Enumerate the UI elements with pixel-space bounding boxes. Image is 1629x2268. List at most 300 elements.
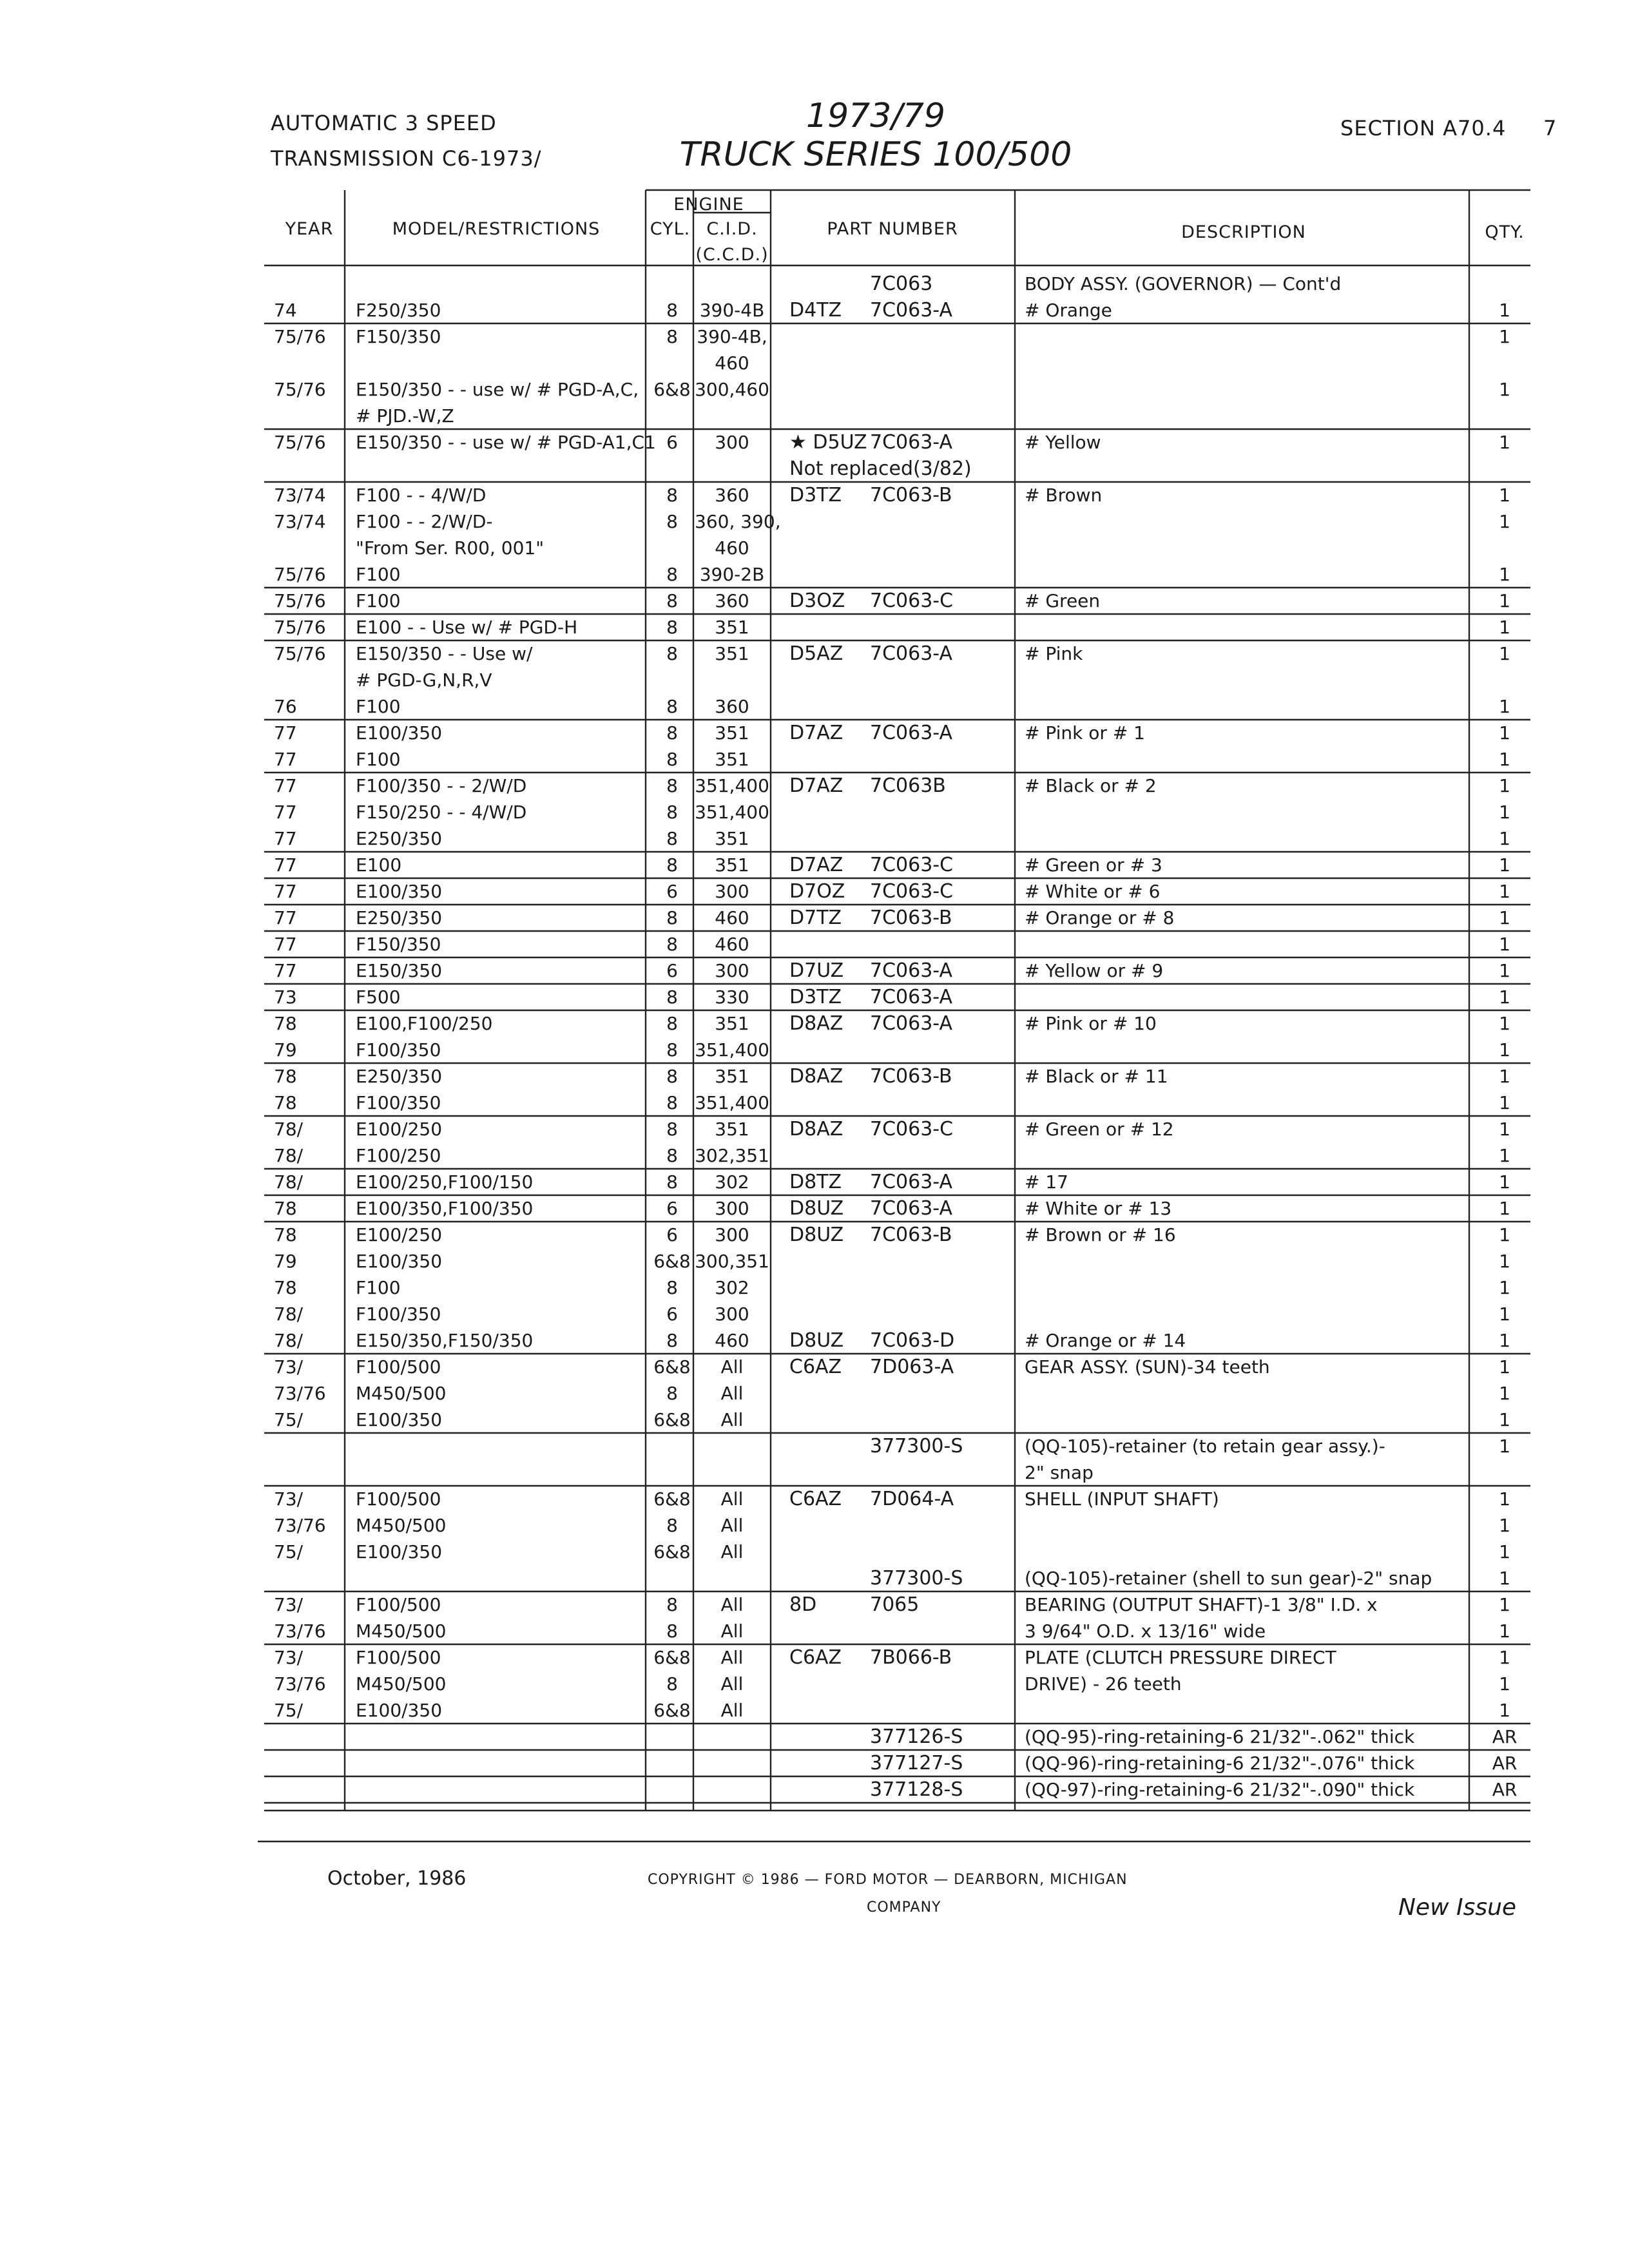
cell-qty: 1 bbox=[1499, 564, 1510, 585]
column-header-year: YEAR bbox=[285, 219, 334, 239]
cell-cid: 360 bbox=[715, 590, 749, 611]
cell-cid: 351 bbox=[715, 749, 749, 770]
cell-model: F100 bbox=[356, 696, 401, 717]
cell-year: 73/74 bbox=[274, 511, 326, 532]
cell-cid: 300 bbox=[715, 1198, 749, 1219]
column-header-model: MODEL/RESTRICTIONS bbox=[392, 219, 601, 239]
cell-year: 75/76 bbox=[274, 617, 326, 638]
cell-cid: 330 bbox=[715, 986, 749, 1008]
cell-cyl: 6&8 bbox=[653, 1541, 691, 1562]
header-left-line1: AUTOMATIC 3 SPEED bbox=[271, 111, 497, 135]
cell-year: 78/ bbox=[274, 1119, 304, 1140]
cell-year: 75/76 bbox=[274, 326, 326, 347]
cell-cid: 302,351 bbox=[695, 1145, 769, 1166]
cell-model: F100/500 bbox=[356, 1594, 441, 1615]
cell-pre: D8UZ bbox=[789, 1329, 844, 1352]
cell-cyl: 8 bbox=[666, 907, 678, 928]
cell-qty: 1 bbox=[1499, 1436, 1510, 1457]
cell-qty: 1 bbox=[1499, 617, 1510, 638]
cell-qty: 1 bbox=[1499, 1356, 1510, 1378]
cell-year: 75/76 bbox=[274, 379, 326, 400]
cell-cid: All bbox=[720, 1700, 744, 1721]
cell-cyl: 8 bbox=[666, 300, 678, 321]
section-label: SECTION A70.4 bbox=[1340, 116, 1507, 140]
cell-model: F100 - - 2/W/D- bbox=[356, 511, 493, 532]
cell-qty: 1 bbox=[1499, 1330, 1510, 1351]
cell-num: 7C063-B bbox=[870, 1224, 952, 1246]
cell-desc: (QQ-95)-ring-retaining-6 21/32"-.062" thick bbox=[1025, 1726, 1415, 1747]
cell-desc: 2" snap bbox=[1025, 1462, 1094, 1483]
cell-cid: 351 bbox=[715, 722, 749, 744]
cell-model: # PJD.-W,Z bbox=[356, 405, 454, 427]
cell-year: 76 bbox=[274, 696, 297, 717]
cell-desc: # Yellow bbox=[1025, 432, 1101, 453]
cell-model: E100/250 bbox=[356, 1119, 443, 1140]
cell-model: M450/500 bbox=[356, 1620, 447, 1642]
cell-num: 7B066-B bbox=[870, 1646, 952, 1669]
cell-year: 79 bbox=[274, 1251, 297, 1272]
cell-cid: 351,400 bbox=[695, 775, 769, 796]
cell-year: 75/76 bbox=[274, 590, 326, 611]
cell-cid: All bbox=[720, 1620, 744, 1642]
cell-cid: 351,400 bbox=[695, 1092, 769, 1113]
cell-model: # PGD-G,N,R,V bbox=[356, 669, 492, 691]
cell-cyl: 8 bbox=[666, 1013, 678, 1034]
cell-model: E100/250,F100/150 bbox=[356, 1171, 534, 1193]
cell-qty: AR bbox=[1492, 1753, 1518, 1774]
cell-cid: 351 bbox=[715, 854, 749, 876]
cell-qty: 1 bbox=[1499, 1224, 1510, 1245]
cell-cyl: 8 bbox=[666, 1515, 678, 1536]
cell-year: 78/ bbox=[274, 1303, 304, 1325]
cell-cid: All bbox=[720, 1515, 744, 1536]
cell-model: "From Ser. R00, 001" bbox=[356, 537, 545, 559]
cell-model: F100/350 - - 2/W/D bbox=[356, 775, 527, 796]
cell-desc: # Green or # 12 bbox=[1025, 1119, 1174, 1140]
cell-qty: 1 bbox=[1499, 854, 1510, 876]
cell-cyl: 6 bbox=[666, 432, 678, 453]
cell-num: 7C063-C bbox=[870, 590, 954, 612]
cell-desc: GEAR ASSY. (SUN)-34 teeth bbox=[1025, 1356, 1270, 1378]
column-header-cid: C.I.D. bbox=[706, 219, 758, 239]
cell-cyl: 8 bbox=[666, 1171, 678, 1193]
cell-num: 7C063B bbox=[870, 774, 946, 797]
cell-qty: 1 bbox=[1499, 986, 1510, 1008]
column-header-description: DESCRIPTION bbox=[1181, 222, 1306, 242]
cell-year: 75/76 bbox=[274, 643, 326, 664]
cell-desc: # Orange bbox=[1025, 300, 1112, 321]
cell-model: F100 - - 4/W/D bbox=[356, 485, 487, 506]
cell-desc: # White or # 6 bbox=[1025, 881, 1161, 902]
cell-cid: 360, 390, bbox=[695, 511, 781, 532]
column-header-qty: QTY. bbox=[1485, 222, 1525, 242]
cell-pre: D4TZ bbox=[789, 299, 842, 322]
cell-year: 77 bbox=[274, 854, 297, 876]
cell-qty: 1 bbox=[1499, 1039, 1510, 1061]
cell-model: F100/350 bbox=[356, 1303, 441, 1325]
cell-cid: 360 bbox=[715, 696, 749, 717]
cell-model: E100/250 bbox=[356, 1224, 443, 1245]
cell-cid: All bbox=[720, 1356, 744, 1378]
cell-qty: 1 bbox=[1499, 1568, 1510, 1589]
column-header-ccd: (C.C.D.) bbox=[695, 245, 769, 265]
cell-pre: D8AZ bbox=[789, 1118, 843, 1140]
cell-year: 79 bbox=[274, 1039, 297, 1061]
cell-year: 78 bbox=[274, 1198, 297, 1219]
cell-cyl: 8 bbox=[666, 1594, 678, 1615]
cell-cid: 351 bbox=[715, 1119, 749, 1140]
cell-desc: BEARING (OUTPUT SHAFT)-1 3/8" I.D. x bbox=[1025, 1594, 1378, 1615]
cell-qty: 1 bbox=[1499, 1066, 1510, 1087]
cell-pre: D8AZ bbox=[789, 1012, 843, 1035]
cell-cyl: 8 bbox=[666, 1620, 678, 1642]
cell-model: F150/350 bbox=[356, 934, 441, 955]
cell-cyl: 8 bbox=[666, 643, 678, 664]
cell-qty: 1 bbox=[1499, 1383, 1510, 1404]
cell-cyl: 6&8 bbox=[653, 1356, 691, 1378]
cell-model: F100 bbox=[356, 749, 401, 770]
cell-pre: Not replaced(3/82) bbox=[789, 457, 972, 480]
cell-cid: All bbox=[720, 1488, 744, 1510]
cell-cyl: 8 bbox=[666, 485, 678, 506]
cell-cid: 300 bbox=[715, 1224, 749, 1245]
cell-pre: D8AZ bbox=[789, 1065, 843, 1088]
cell-year: 78 bbox=[274, 1092, 297, 1113]
cell-cyl: 6 bbox=[666, 1198, 678, 1219]
cell-model: E100/350,F100/350 bbox=[356, 1198, 534, 1219]
cell-cyl: 8 bbox=[666, 564, 678, 585]
cell-num: 7C063-A bbox=[870, 1012, 952, 1035]
cell-num: 377128-S bbox=[870, 1778, 963, 1801]
cell-qty: 1 bbox=[1499, 934, 1510, 955]
cell-num: 7C063-A bbox=[870, 1197, 952, 1220]
cell-cyl: 8 bbox=[666, 1277, 678, 1298]
cell-cyl: 6 bbox=[666, 960, 678, 981]
cell-model: E100 bbox=[356, 854, 402, 876]
cell-cid: All bbox=[720, 1409, 744, 1430]
cell-cid: All bbox=[720, 1647, 744, 1668]
cell-qty: 1 bbox=[1499, 326, 1510, 347]
cell-year: 73/76 bbox=[274, 1515, 326, 1536]
cell-qty: 1 bbox=[1499, 1277, 1510, 1298]
cell-model: F100/500 bbox=[356, 1647, 441, 1668]
cell-pre: C6AZ bbox=[789, 1356, 842, 1378]
cell-cid: 300 bbox=[715, 881, 749, 902]
cell-model: E150/350,F150/350 bbox=[356, 1330, 534, 1351]
cell-year: 73/74 bbox=[274, 485, 326, 506]
cell-cid: 390-2B bbox=[699, 564, 765, 585]
cell-cid: 351 bbox=[715, 617, 749, 638]
cell-year: 75/76 bbox=[274, 432, 326, 453]
cell-qty: 1 bbox=[1499, 1647, 1510, 1668]
cell-desc: (QQ-96)-ring-retaining-6 21/32"-.076" thick bbox=[1025, 1753, 1415, 1774]
cell-desc: # Black or # 2 bbox=[1025, 775, 1157, 796]
cell-model: E100/350 bbox=[356, 1409, 443, 1430]
cell-cid: 300 bbox=[715, 960, 749, 981]
cell-desc: # Pink bbox=[1025, 643, 1083, 664]
cell-pre: D3OZ bbox=[789, 590, 845, 612]
page-number: 7 bbox=[1543, 116, 1557, 140]
cell-desc: # Pink or # 1 bbox=[1025, 722, 1145, 744]
cell-cid: 302 bbox=[715, 1277, 749, 1298]
cell-model: E100,F100/250 bbox=[356, 1013, 493, 1034]
cell-desc: 3 9/64" O.D. x 13/16" wide bbox=[1025, 1620, 1266, 1642]
cell-cid: 360 bbox=[715, 485, 749, 506]
cell-qty: 1 bbox=[1499, 1620, 1510, 1642]
cell-cid: All bbox=[720, 1541, 744, 1562]
cell-qty: 1 bbox=[1499, 1198, 1510, 1219]
cell-desc: (QQ-105)-retainer (shell to sun gear)-2" snap bbox=[1025, 1568, 1432, 1589]
cell-num: 7C063-C bbox=[870, 1118, 954, 1140]
cell-year: 78/ bbox=[274, 1171, 304, 1193]
footer-copyright: COPYRIGHT © 1986 — FORD MOTOR — DEARBORN, MICHIGAN bbox=[648, 1872, 1128, 1888]
cell-year: 75/ bbox=[274, 1409, 304, 1430]
cell-cyl: 6&8 bbox=[653, 1409, 691, 1430]
cell-cid: 390-4B bbox=[699, 300, 765, 321]
cell-cid: 460 bbox=[715, 352, 749, 374]
cell-model: E100/350 bbox=[356, 1700, 443, 1721]
cell-model: M450/500 bbox=[356, 1515, 447, 1536]
footer-date: October, 1986 bbox=[327, 1867, 467, 1890]
cell-pre: D7TZ bbox=[789, 907, 842, 929]
cell-desc: # 17 bbox=[1025, 1171, 1068, 1193]
cell-pre: C6AZ bbox=[789, 1646, 842, 1669]
cell-model: F150/350 bbox=[356, 326, 441, 347]
cell-cyl: 8 bbox=[666, 511, 678, 532]
cell-cid: 460 bbox=[715, 907, 749, 928]
cell-model: E100/350 bbox=[356, 1251, 443, 1272]
cell-cyl: 8 bbox=[666, 828, 678, 849]
cell-desc: # Orange or # 8 bbox=[1025, 907, 1175, 928]
cell-year: 73/ bbox=[274, 1647, 304, 1668]
cell-qty: 1 bbox=[1499, 379, 1510, 400]
cell-cyl: 6&8 bbox=[653, 1700, 691, 1721]
cell-cid: 351 bbox=[715, 643, 749, 664]
cell-pre: 8D bbox=[789, 1593, 817, 1616]
cell-cid: 302 bbox=[715, 1171, 749, 1193]
cell-year: 77 bbox=[274, 881, 297, 902]
cell-qty: 1 bbox=[1499, 749, 1510, 770]
cell-model: F100/350 bbox=[356, 1092, 441, 1113]
cell-model: E150/350 - - Use w/ bbox=[356, 643, 533, 664]
cell-cid: 460 bbox=[715, 537, 749, 559]
cell-pre: D3TZ bbox=[789, 986, 842, 1008]
cell-cyl: 8 bbox=[666, 1330, 678, 1351]
cell-desc: # Brown or # 16 bbox=[1025, 1224, 1176, 1245]
cell-cyl: 8 bbox=[666, 1066, 678, 1087]
cell-qty: 1 bbox=[1499, 1145, 1510, 1166]
cell-cyl: 8 bbox=[666, 1092, 678, 1113]
cell-cid: 460 bbox=[715, 1330, 749, 1351]
cell-num: 377126-S bbox=[870, 1725, 963, 1748]
cell-pre: D7UZ bbox=[789, 959, 844, 982]
cell-qty: 1 bbox=[1499, 1515, 1510, 1536]
cell-model: F150/250 - - 4/W/D bbox=[356, 802, 527, 823]
cell-num: 7C063-D bbox=[870, 1329, 955, 1352]
cell-pre: D7OZ bbox=[789, 880, 845, 903]
cell-pre: D7AZ bbox=[789, 774, 843, 797]
cell-desc: PLATE (CLUTCH PRESSURE DIRECT bbox=[1025, 1647, 1336, 1668]
cell-desc: # White or # 13 bbox=[1025, 1198, 1172, 1219]
page-title-years: 1973/79 bbox=[805, 97, 946, 135]
cell-desc: # Green or # 3 bbox=[1025, 854, 1162, 876]
column-header-cyl: CYL. bbox=[650, 219, 691, 239]
cell-cyl: 8 bbox=[666, 802, 678, 823]
cell-model: F100/500 bbox=[356, 1488, 441, 1510]
cell-num: 7C063 bbox=[870, 273, 933, 295]
cell-year: 74 bbox=[274, 300, 297, 321]
cell-qty: AR bbox=[1492, 1726, 1518, 1747]
cell-pre: D8TZ bbox=[789, 1171, 842, 1193]
cell-cyl: 8 bbox=[666, 696, 678, 717]
footer-issue: New Issue bbox=[1398, 1894, 1517, 1921]
cell-cyl: 6&8 bbox=[653, 1251, 691, 1272]
cell-year: 78 bbox=[274, 1066, 297, 1087]
cell-year: 73 bbox=[274, 986, 297, 1008]
cell-qty: 1 bbox=[1499, 1488, 1510, 1510]
cell-cyl: 8 bbox=[666, 854, 678, 876]
cell-qty: 1 bbox=[1499, 511, 1510, 532]
cell-desc: # Black or # 11 bbox=[1025, 1066, 1168, 1087]
cell-cyl: 6&8 bbox=[653, 379, 691, 400]
cell-qty: 1 bbox=[1499, 1673, 1510, 1695]
cell-model: E100/350 bbox=[356, 722, 443, 744]
cell-num: 7D063-A bbox=[870, 1356, 954, 1378]
cell-num: 7C063-A bbox=[870, 986, 952, 1008]
cell-year: 73/76 bbox=[274, 1383, 326, 1404]
cell-num: 7D064-A bbox=[870, 1488, 954, 1510]
cell-qty: 1 bbox=[1499, 1119, 1510, 1140]
cell-model: F100/250 bbox=[356, 1145, 441, 1166]
cell-model: F100/500 bbox=[356, 1356, 441, 1378]
cell-qty: 1 bbox=[1499, 881, 1510, 902]
cell-cyl: 8 bbox=[666, 722, 678, 744]
cell-year: 73/76 bbox=[274, 1620, 326, 1642]
cell-model: F100/350 bbox=[356, 1039, 441, 1061]
cell-cid: 351,400 bbox=[695, 1039, 769, 1061]
cell-year: 78 bbox=[274, 1224, 297, 1245]
cell-num: 7C063-A bbox=[870, 642, 952, 665]
cell-cid: 351 bbox=[715, 1013, 749, 1034]
cell-year: 73/ bbox=[274, 1356, 304, 1378]
cell-desc: # Orange or # 14 bbox=[1025, 1330, 1186, 1351]
cell-cid: All bbox=[720, 1383, 744, 1404]
cell-pre: D7AZ bbox=[789, 722, 843, 744]
cell-year: 78 bbox=[274, 1013, 297, 1034]
cell-year: 77 bbox=[274, 934, 297, 955]
cell-pre: ★ D5UZ bbox=[789, 431, 867, 454]
cell-desc: # Yellow or # 9 bbox=[1025, 960, 1164, 981]
cell-cyl: 6 bbox=[666, 881, 678, 902]
cell-model: E150/350 - - use w/ # PGD-A1,C1 bbox=[356, 432, 656, 453]
cell-qty: 1 bbox=[1499, 1594, 1510, 1615]
cell-num: 7C063-B bbox=[870, 907, 952, 929]
cell-num: 7C063-A bbox=[870, 431, 952, 454]
cell-year: 73/76 bbox=[274, 1673, 326, 1695]
cell-year: 78/ bbox=[274, 1330, 304, 1351]
cell-cyl: 6 bbox=[666, 1303, 678, 1325]
cell-year: 78/ bbox=[274, 1145, 304, 1166]
cell-desc: (QQ-97)-ring-retaining-6 21/32"-.090" thick bbox=[1025, 1779, 1415, 1800]
cell-desc: # Brown bbox=[1025, 485, 1103, 506]
cell-num: 7C063-B bbox=[870, 484, 952, 506]
cell-desc: BODY ASSY. (GOVERNOR) — Cont'd bbox=[1025, 273, 1342, 294]
cell-year: 77 bbox=[274, 802, 297, 823]
cell-cyl: 8 bbox=[666, 1383, 678, 1404]
cell-num: 7C063-A bbox=[870, 959, 952, 982]
cell-cid: 300 bbox=[715, 432, 749, 453]
cell-pre: D3TZ bbox=[789, 484, 842, 506]
cell-model: E250/350 bbox=[356, 828, 443, 849]
page-title-series: TRUCK SERIES 100/500 bbox=[679, 135, 1072, 174]
cell-qty: 1 bbox=[1499, 590, 1510, 611]
cell-qty: 1 bbox=[1499, 722, 1510, 744]
cell-cyl: 6 bbox=[666, 1224, 678, 1245]
cell-pre: D8UZ bbox=[789, 1197, 844, 1220]
cell-num: 7C063-A bbox=[870, 299, 952, 322]
cell-model: E100 - - Use w/ # PGD-H bbox=[356, 617, 578, 638]
cell-qty: 1 bbox=[1499, 1092, 1510, 1113]
cell-pre: D8UZ bbox=[789, 1224, 844, 1246]
cell-year: 77 bbox=[274, 907, 297, 928]
cell-cyl: 8 bbox=[666, 1119, 678, 1140]
cell-cid: 390-4B, bbox=[697, 326, 767, 347]
cell-year: 75/ bbox=[274, 1700, 304, 1721]
cell-cyl: 8 bbox=[666, 617, 678, 638]
cell-model: F100 bbox=[356, 1277, 401, 1298]
cell-model: E100/350 bbox=[356, 1541, 443, 1562]
cell-qty: 1 bbox=[1499, 1700, 1510, 1721]
cell-qty: 1 bbox=[1499, 696, 1510, 717]
cell-model: M450/500 bbox=[356, 1383, 447, 1404]
cell-cyl: 8 bbox=[666, 1673, 678, 1695]
cell-desc: SHELL (INPUT SHAFT) bbox=[1025, 1488, 1219, 1510]
cell-pre: D5AZ bbox=[789, 642, 843, 665]
cell-cyl: 6&8 bbox=[653, 1647, 691, 1668]
cell-model: F250/350 bbox=[356, 300, 441, 321]
cell-desc: # Green bbox=[1025, 590, 1101, 611]
cell-num: 7C063-A bbox=[870, 1171, 952, 1193]
cell-year: 77 bbox=[274, 960, 297, 981]
cell-model: E100/350 bbox=[356, 881, 443, 902]
cell-qty: AR bbox=[1492, 1779, 1518, 1800]
cell-model: F100 bbox=[356, 564, 401, 585]
cell-qty: 1 bbox=[1499, 432, 1510, 453]
cell-num: 7C063-A bbox=[870, 722, 952, 744]
cell-year: 77 bbox=[274, 749, 297, 770]
cell-num: 377300-S bbox=[870, 1435, 963, 1457]
cell-qty: 1 bbox=[1499, 960, 1510, 981]
cell-year: 75/ bbox=[274, 1541, 304, 1562]
cell-cyl: 8 bbox=[666, 986, 678, 1008]
cell-year: 77 bbox=[274, 828, 297, 849]
cell-cyl: 8 bbox=[666, 934, 678, 955]
column-header-part-number: PART NUMBER bbox=[827, 219, 958, 239]
cell-qty: 1 bbox=[1499, 643, 1510, 664]
cell-qty: 1 bbox=[1499, 1409, 1510, 1430]
cell-cid: 351 bbox=[715, 1066, 749, 1087]
cell-model: F500 bbox=[356, 986, 401, 1008]
cell-qty: 1 bbox=[1499, 802, 1510, 823]
cell-cid: 300 bbox=[715, 1303, 749, 1325]
cell-year: 77 bbox=[274, 775, 297, 796]
cell-num: 7C063-C bbox=[870, 854, 954, 876]
cell-num: 7C063-C bbox=[870, 880, 954, 903]
cell-cyl: 8 bbox=[666, 1145, 678, 1166]
cell-cid: 351 bbox=[715, 828, 749, 849]
cell-year: 77 bbox=[274, 722, 297, 744]
cell-cyl: 8 bbox=[666, 749, 678, 770]
